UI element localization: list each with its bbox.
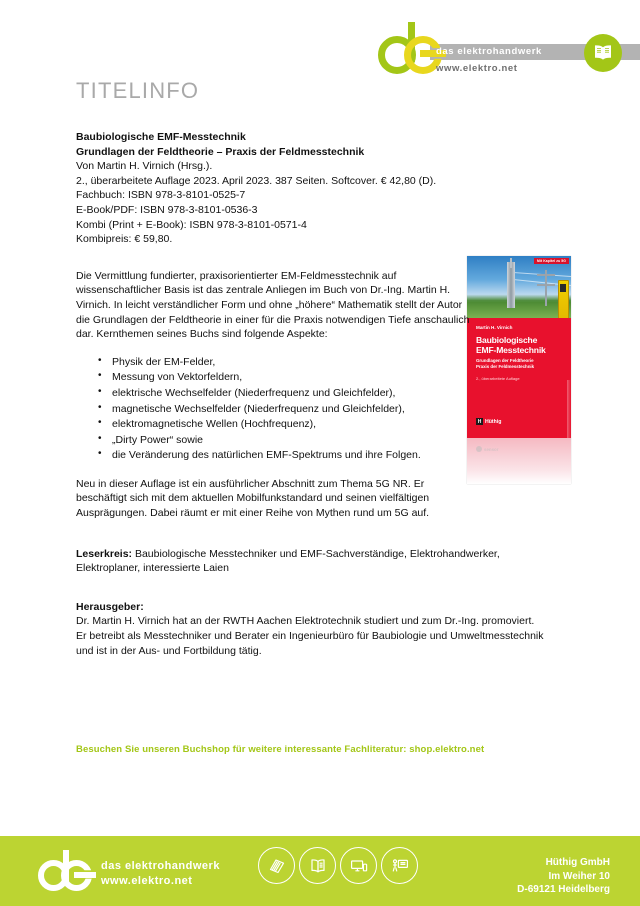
leserkreis-label: Leserkreis: [76,547,133,560]
main-content [76,130,566,682]
footer-address-line1: Hüthig GmbH [545,857,610,868]
herausgeber-label: Herausgeber: [76,600,144,613]
logo-url: www.elektro.net [436,63,518,74]
list-item: • elektromagnetische Wellen (Hochfrequenz), [98,417,488,432]
cover-publisher-name: Hüthig [485,418,502,425]
book-meta [76,130,476,247]
cover-title-line1: Baubiologische [476,335,538,345]
herausgeber-text: Dr. Martin H. Virnich hat an der RWTH Aachen Elektrotechnik studiert und zum Dr.-Ing. promoviert. Er betreibt als Messtechniker und Berater ein Ingenieurbüro für Baubiologie und Umweltmesstechnik und ist in der Aus- und Fortbildung tätig. [76,615,544,657]
footer-icon-row [258,847,418,884]
magazines-icon[interactable] [258,847,295,884]
seminar-icon[interactable] [381,847,418,884]
list-item: • „Dirty Power“ sowie [98,433,488,448]
intro-paragraph: Die Vermittlung fundierter, praxisorientierter EM-Feldmesstechnik auf wissenschaftlicher Basis ist das zentrale Anliegen im Buch von Dr.-Ing. Martin H. Virnich. In leicht verständlicher Form und ohne „höhere“ Mathematik stellt der Autor die Grundlagen der Feldtheorie in einer für die Praxis notwendigen Tiefe anschaulich dar. Kernthemen seines Buchs sind folgende Aspekte: [76,269,470,341]
footer-brand-logo [38,850,98,892]
cover-bottom-logo-text: sensor [484,446,499,452]
leserkreis-text: Baubiologische Messtechniker und EMF-Sachverständige, Elektrohandwerker, Elektroplaner, interessierte Laien [76,547,500,575]
brand-logo [372,22,640,84]
cover-subtitle-line2: Praxis der Feldmesstechnik [476,364,535,369]
page-header [0,0,640,120]
cover-subtitle-line1: Grundlagen der Feldtheorie [476,358,534,363]
footer-address [517,856,610,897]
cover-author: Martin H. Virnich [476,325,513,330]
book-isbn-ebook: E-Book/PDF: ISBN 978-3-8101-0536-3 [76,203,258,216]
footer-address-line2: Im Weiher 10 [548,870,610,882]
list-item: • Messung von Vektorfeldern, [98,370,488,385]
footer-address-line3: D-69121 Heidelberg [517,884,610,895]
cover-edition: 2., überarbeitete Auflage [476,376,520,381]
paragraph-5g: Neu in dieser Auflage ist ein ausführlicher Abschnitt zum Thema 5G NR. Er beschäftigt sich mit dem aktuellen Mobilfunkstandard und seinen vielfältigen Ausprägungen. Dabei räumt er mit einer Reihe von Mythen rund um 5G auf. [76,477,430,520]
book-isbn-print: Fachbuch: ISBN 978-3-8101-0525-7 [76,189,246,202]
footer-logo-letter-e-bar-icon [74,872,96,878]
cover-badge: Mit Kapitel zu 5G [534,258,569,264]
leserkreis-section [76,547,546,576]
cover-title-line2: EMF-Messtechnik [476,345,546,355]
computer-icon[interactable] [340,847,377,884]
logo-wordmark: das elektrohandwerk [436,46,542,57]
footer-wordmark-block [101,859,220,889]
list-item: • magnetische Wechselfelder (Niederfrequenz und Gleichfelder), [98,402,488,417]
list-item: • elektrische Wechselfelder (Niederfrequenz und Gleichfelder), [98,386,488,401]
book-subtitle: Grundlagen der Feldtheorie – Praxis der Feldmesstechnik [76,145,365,158]
footer-wordmark: das elektrohandwerk [101,860,220,872]
open-book-icon[interactable] [299,847,336,884]
book-kombipreis: Kombipreis: € 59,80. [76,233,173,246]
aspects-list [76,355,488,463]
list-item: • die Veränderung des natürlichen EMF-Spektrums und ihre Folgen. [98,448,488,463]
open-book-icon [584,34,622,72]
shop-link[interactable]: Besuchen Sie unseren Buchshop für weitere interessante Fachliteratur: shop.elektro.net [76,744,485,755]
book-edition-line: 2., überarbeitete Auflage 2023. April 2023. 387 Seiten. Softcover. € 42,80 (D). [76,174,437,187]
book-author-line: Von Martin H. Virnich (Hrsg.). [76,160,213,173]
publisher-mark-icon: H [477,418,482,425]
herausgeber-section [76,600,546,658]
book-title: Baubiologische EMF-Messtechnik [76,131,246,143]
page-title: TITELINFO [76,78,200,103]
list-item: • Physik der EM-Felder, [98,355,488,370]
book-isbn-kombi: Kombi (Print + E-Book): ISBN 978-3-8101-0571-4 [76,218,307,231]
footer-url: www.elektro.net [101,875,193,887]
